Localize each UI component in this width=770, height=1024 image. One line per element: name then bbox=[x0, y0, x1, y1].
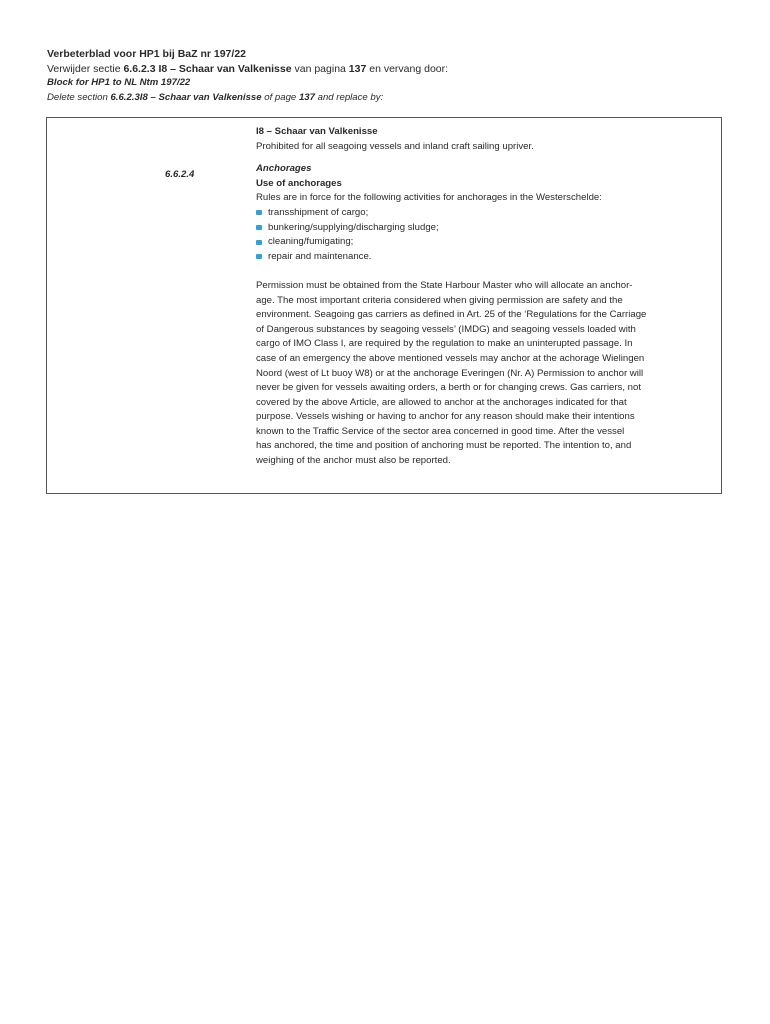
section-number: 6.6.2.4 bbox=[165, 169, 195, 180]
header-block-en: Block for HP1 to NL Ntm 197/22 bbox=[47, 77, 191, 89]
header-en-post: and replace by: bbox=[314, 91, 384, 103]
square-bullet-icon bbox=[256, 240, 262, 245]
header-title: Verbeterblad voor HP1 bij BaZ nr 197/22 bbox=[47, 48, 246, 60]
header-instruction-en bbox=[47, 91, 737, 106]
anchorages-heading: Anchorages bbox=[256, 163, 312, 175]
activity-list bbox=[256, 206, 704, 264]
paragraph-line: case of an emergency the above mentioned vessels may anchor at the achorage Wielingen bbox=[256, 352, 645, 364]
header-en-pre: Delete section bbox=[47, 91, 111, 103]
paragraph-line: age. The most important criteria considered when giving permission are safety and the bbox=[256, 294, 623, 306]
paragraph-line: cargo of IMO Class I, are required by the regulation to make an uninterupted passage. In bbox=[256, 338, 633, 350]
paragraph-line: weighing of the anchor must also be reported. bbox=[256, 455, 451, 467]
header-instruction-nl bbox=[47, 62, 737, 77]
section-title: I8 – Schaar van Valkenisse bbox=[256, 126, 378, 137]
paragraph-line: Noord (west of Lt buoy W8) or at the anchorage Everingen (Nr. A) Permission to anchor will bbox=[256, 367, 644, 379]
list-item bbox=[256, 221, 704, 236]
list-item-text: repair and maintenance. bbox=[268, 250, 372, 262]
replacement-block bbox=[46, 117, 722, 494]
permission-paragraph bbox=[256, 279, 704, 469]
paragraph-line: environment. Seagoing gas carriers as defined in Art. 25 of the ‘Regulations for the Carriage bbox=[256, 309, 647, 321]
header-en-mid: of page bbox=[261, 91, 299, 103]
rules-intro: Rules are in force for the following activities for anchorages in the Westerschelde: bbox=[256, 192, 602, 204]
paragraph-line: of Dangerous substances by seagoing vessels’ (IMDG) and seagoing vessels loaded with bbox=[256, 323, 636, 335]
use-of-anchorages-heading: Use of anchorages bbox=[256, 177, 342, 189]
paragraph-line: known to the Traffic Service of the sector area concerned in good time. After the vessel bbox=[256, 425, 625, 437]
paragraph-line: Permission must be obtained from the State Harbour Master who will allocate an anchor- bbox=[256, 279, 633, 291]
section-text: Prohibited for all seagoing vessels and inland craft sailing upriver. bbox=[256, 140, 534, 152]
header-nl-pre: Verwijder sectie bbox=[47, 62, 124, 75]
list-item-text: cleaning/fumigating; bbox=[268, 236, 354, 248]
square-bullet-icon bbox=[256, 225, 262, 230]
document-header bbox=[47, 47, 737, 105]
list-item-text: transshipment of cargo; bbox=[268, 206, 369, 218]
header-en-ref: 6.6.2.3I8 – Schaar van Valkenisse bbox=[110, 91, 262, 103]
header-nl-mid: van pagina bbox=[291, 62, 349, 75]
paragraph-line: never be given for vessels awaiting orders, a berth or for changing crews. Gas carriers, not bbox=[256, 382, 641, 394]
block-content bbox=[256, 125, 704, 469]
header-nl-page: 137 bbox=[348, 62, 367, 75]
paragraph-line: covered by the above Article, are allowed to anchor at the anchorages indicated for that bbox=[256, 396, 627, 408]
header-nl-ref: 6.6.2.3 I8 – Schaar van Valkenisse bbox=[123, 62, 292, 75]
square-bullet-icon bbox=[256, 254, 262, 259]
paragraph-line: has anchored, the time and position of anchoring must be reported. The intention to, and bbox=[256, 440, 632, 452]
header-en-page: 137 bbox=[298, 91, 315, 103]
square-bullet-icon bbox=[256, 210, 262, 215]
list-item bbox=[256, 206, 704, 221]
list-item bbox=[256, 250, 704, 265]
list-item-text: bunkering/supplying/discharging sludge; bbox=[268, 221, 439, 233]
header-nl-post: en vervang door: bbox=[366, 62, 449, 75]
list-item bbox=[256, 235, 704, 250]
paragraph-line: purpose. Vessels wishing or having to anchor for any reason should make their intentions bbox=[256, 411, 635, 423]
